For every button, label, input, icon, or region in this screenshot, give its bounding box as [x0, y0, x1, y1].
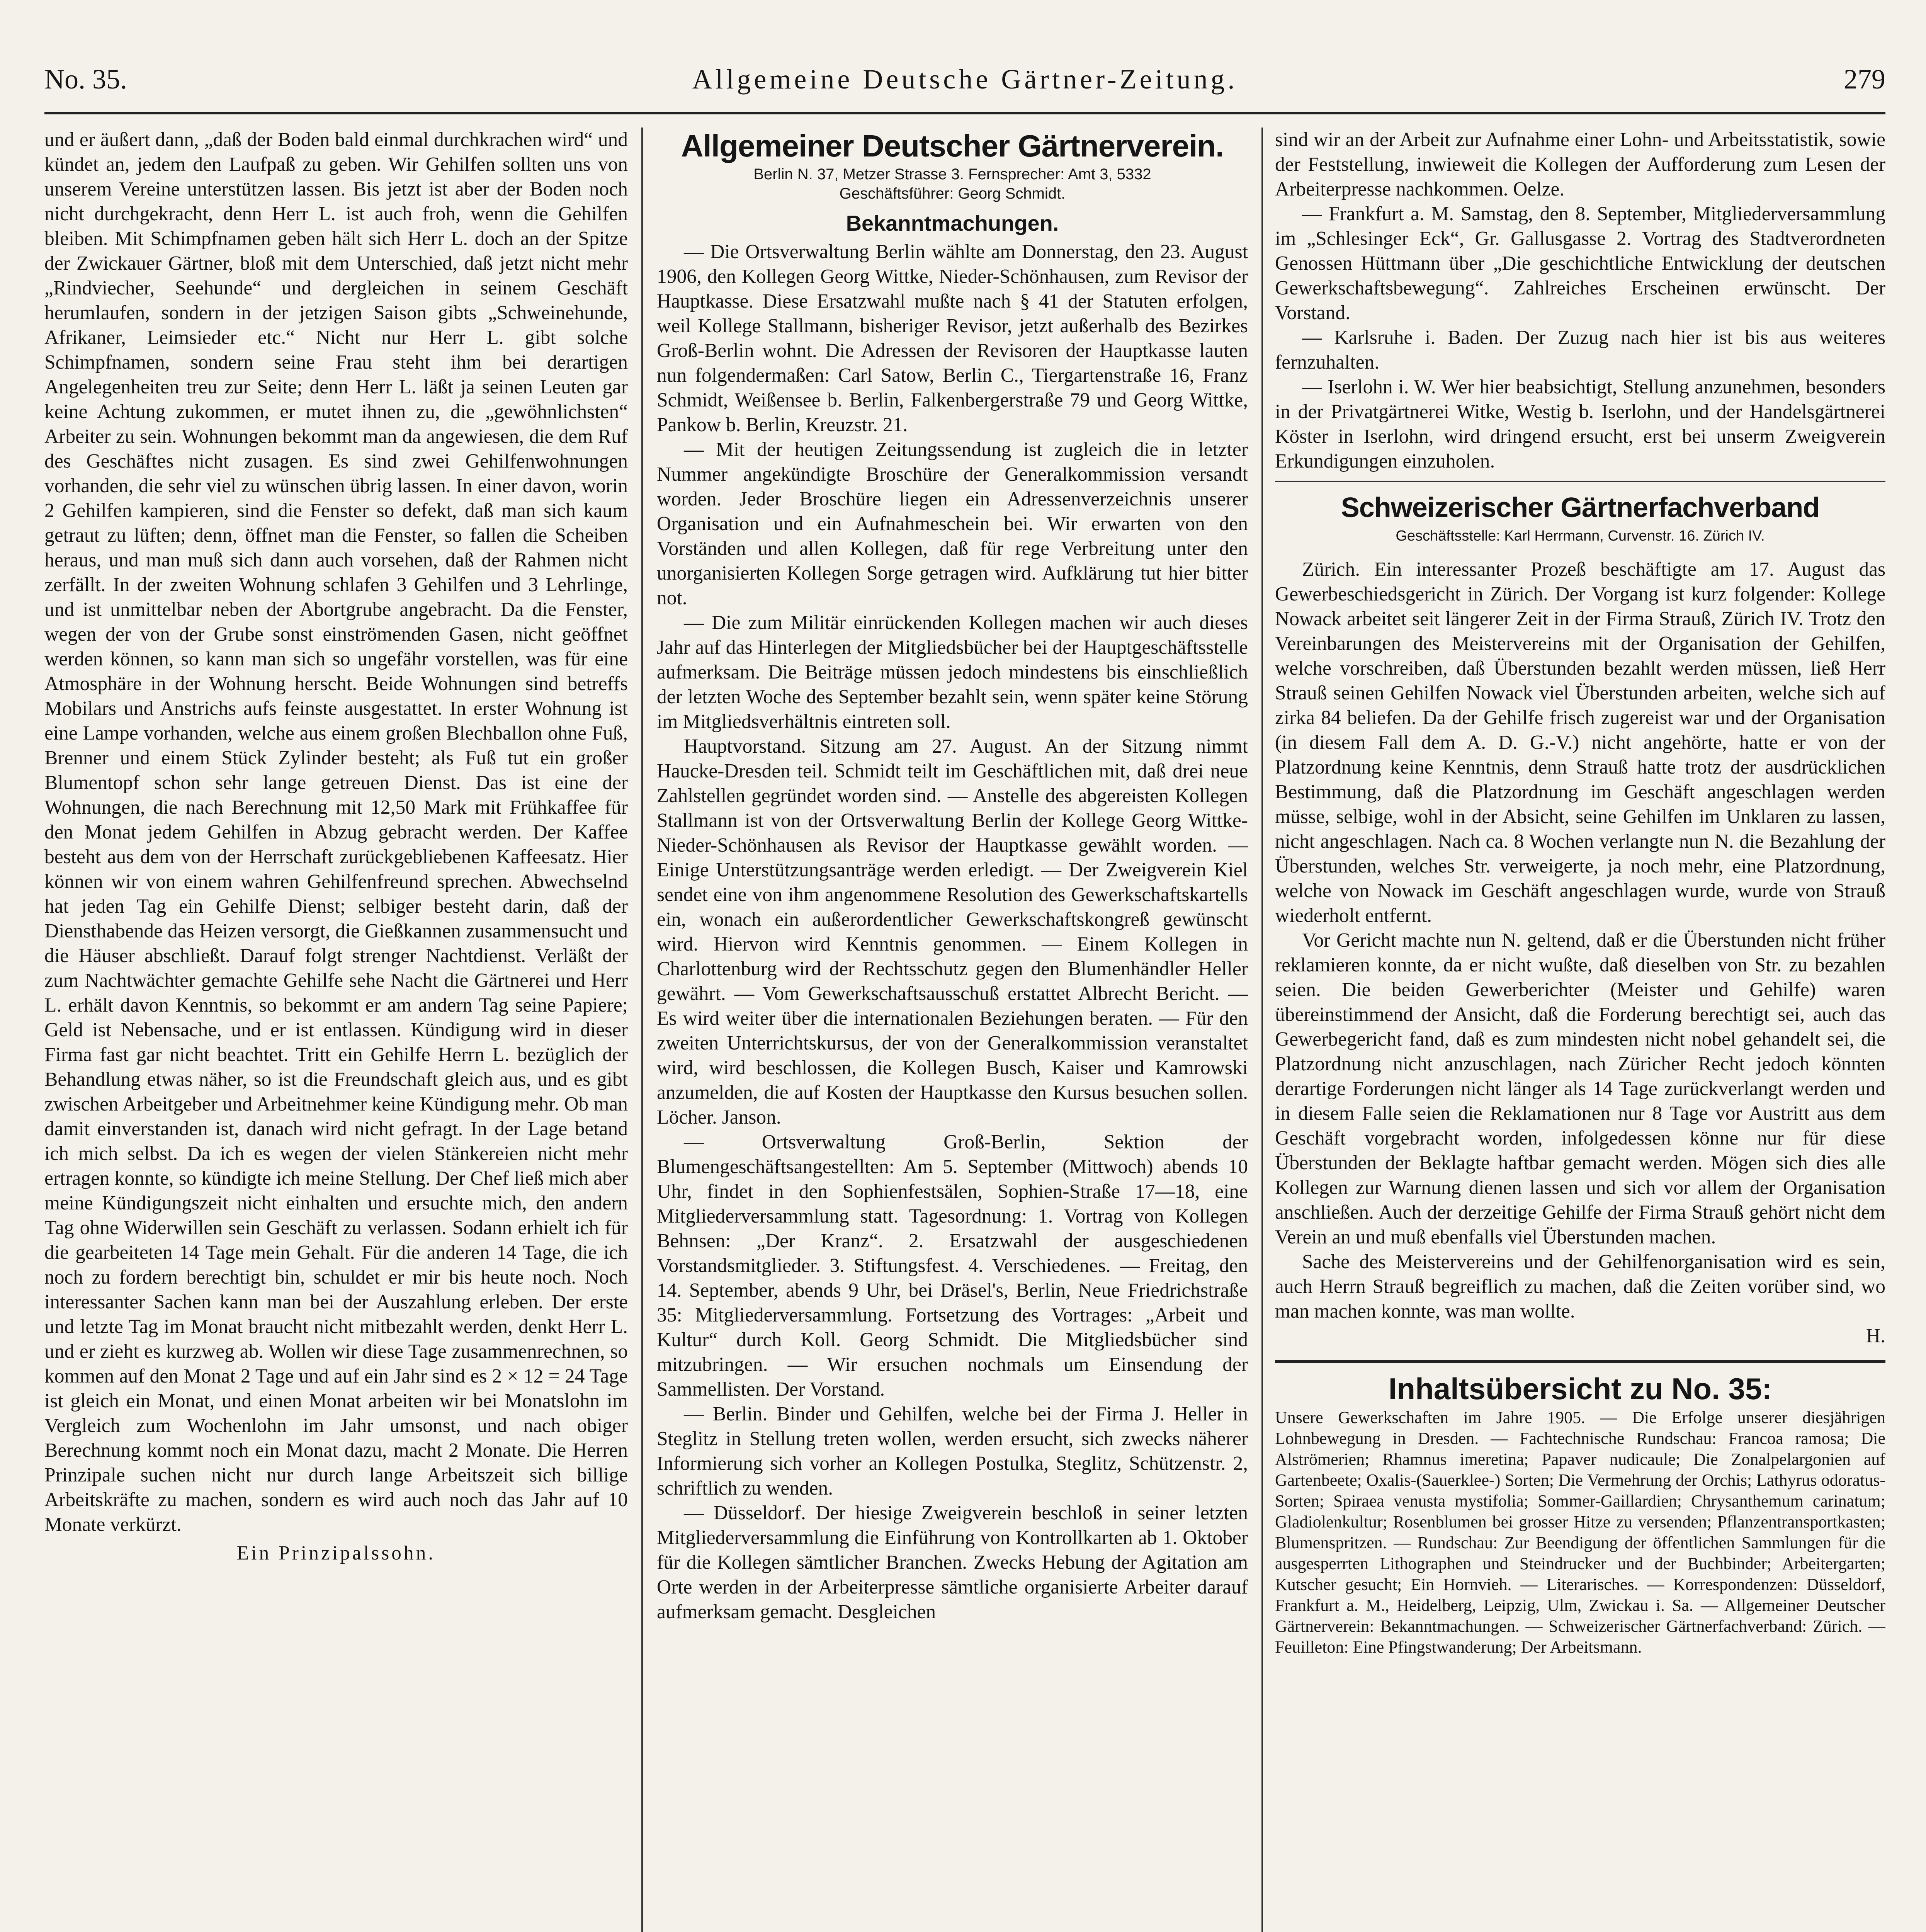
page-header: [44, 58, 1885, 104]
notice-paragraph: — Die Ortsverwaltung Berlin wählte am Donnerstag, den 23. August 1906, den Kollegen Georg Wittke, Nieder-Schönhausen, zum Revisor der Hauptkasse. Diese Ersatzwahl mußte nach § 41 der Statuten erfolgen, weil Kollege Stallmann, bisheriger Revisor, jetzt außerhalb des Bezirkes Groß-Berlin wohnt. Die Adressen der Revisoren der Hauptkasse lauten nun folgendermaßen: Carl Satow, Berlin C., Tiergartenstraße 16, Franz Schmidt, Weißensee b. Berlin, Falkenbergerstraße 79 und Georg Wittke, Pankow b. Berlin, Kreuzstr. 21.: [657, 241, 1248, 436]
organization-title: Schweizerischer Gärtnerfachverband: [1341, 492, 1820, 523]
organization-address: Geschäftsstelle: Karl Herrmann, Curvenstr. 16. Zürich IV.: [1396, 528, 1765, 544]
column-right: [1275, 128, 1885, 1932]
article-signature: H.: [1866, 1325, 1885, 1347]
header-rule: [44, 112, 1885, 114]
article-paragraph: Vor Gericht machte nun N. geltend, daß er die Überstunden nicht früher reklamieren konnte, da er nicht wußte, daß dieselben von Str. zu bezahlen seien. Die beiden Gewerberichter (Meister und Gehilfe) waren übereinstimmend der Ansicht, daß die Forderung berechtigt sei, auch das Gewerbegericht fand, daß es zum mindesten nicht nobel gehandelt sei, die Platzordnung nicht anzuschlagen, nach Züricher Recht jedoch könnten derartige Forderungen nicht länger als 14 Tage zurückverlangt werden und in diesem Falle seien die Reklamationen nur 8 Tage vor Austritt aus dem Geschäft vorgebracht worden, infolgedessen könne nur für diese Überstunden der Beklagte haftbar gemacht werden. Mögen sich dies alle Kollegen zur Warnung dienen lassen und sich vor allem der Organisation anschließen. Auch der derzeitige Gehilfe der Firma Strauß gehört nicht dem Verein an und muß ebenfalls viel Überstunden machen.: [1275, 929, 1885, 1248]
newspaper-title: Allgemeine Deutsche Gärtner-Zeitung.: [692, 64, 1238, 95]
section-rule: [1275, 481, 1885, 482]
article-paragraph: und er äußert dann, „daß der Boden bald einmal durchkrachen wird“ und kündet an, jedem den Laufpaß zu geben. Wir Gehilfen sollten uns von unserem Vereine unterstützen lassen. Bis jetzt ist aber der Boden noch nicht durchgekracht, denn Herr L. ist auch froh, wenn die Gehilfen bleiben. Mit Schimpfnamen geben hält sich Herr L. doch an der Spitze der Zwickauer Gärtner, bloß mit dem Unterschied, daß jetzt nicht mehr „Rindviecher, Seehunde“ und dergleichen in seinem Geschäft herumlaufen, sondern in der jetzigen Saison gibts „Schweinehunde, Afrikaner, Leimsieder etc.“ Nicht nur Herr L. gibt solche Schimpfnamen, sondern seine Frau steht ihm bei derartigen Angelegenheiten treu zur Seite; denn Herr L. läßt ja seinen Leuten gar keine Achtung zukommen, er mutet ihnen zu, die „gewöhnlichsten“ Arbeiter zu sein. Wohnungen bekommt man da angewiesen, die dem Ruf des Geschäftes nicht zusagen. Es sind zwei Gehilfenwohnungen vorhanden, die sehr viel zu wünschen übrig lassen. In einer davon, worin 2 Gehilfen kampieren, sind die Fenster so defekt, daß man sich kaum getraut zu lüften; denn, öffnet man die Fenster, so fallen die Scheiben heraus, und man muß sich dann auch vorsehen, daß der Rahmen nicht zerfällt. In der zweiten Wohnung schlafen 3 Gehilfen und 3 Lehrlinge, und ist unmittelbar neben der Abortgrube angebracht. Da die Fenster, wegen der von der Grube sonst einströmenden Gasen, nicht geöffnet werden können, so kann man sich so ungefähr vorstellen, was für eine Atmosphäre in der Wohnung herscht. Beide Wohnungen sind betreffs Mobilars und Anstrichs aufs feinste ausgestattet. In erster Wohnung ist eine Lampe vorhanden, welche aus einem großen Blechballon ohne Fuß, Brenner und einem Stück Zylinder besteht; als Fuß tut ein großer Blumentopf schon sehr lange getreuen Dienst. Das ist eine der Wohnungen, die nach Berechnung mit 12,50 Mark mit Frühkaffee für den Monat jedem Gehilfen in Abzug gebracht werden. Der Kaffee besteht aus dem von der Herrschaft zurückgebliebenen Kaffeesatz. Hier können wir von einem wahren Gehilfenfreund sprechen. Abwechselnd hat jeden Tag ein Gehilfe Dienst; selbiger besteht darin, daß der Diensthabende das Heizen versorgt, die Gießkannen zusammensucht und die Häuser abschließt. Darauf folgt strenger Nachtdienst. Verläßt der zum Nachtwächter gemachte Gehilfe sehe Nacht die Gärtnerei und Herr L. erhält davon Kenntnis, so bekommt er am andern Tag seine Papiere; Geld ist Nebensache, und er ist entlassen. Kündigung wird in dieser Firma fast gar nicht beachtet. Tritt ein Gehilfe Herrn L. bezüglich der Behandlung etwas näher, so ist die Freundschaft gleich aus, und es gibt zwischen Arbeitgeber und Arbeitnehmer keine Kündigung mehr. Ob man damit einverstanden ist, danach wird nicht gefragt. In der Lage betand ich mich selbst. Da ich es wegen der vielen Stänkereien nicht mehr ertragen konnte, so kündigte ich meine Stellung. Der Chef ließ mich aber meine Kündigungszeit nicht einhalten und ersuchte mich, den andern Tag ohne Widerwillen sein Geschäft zu verlassen. Sodann erhielt ich für die gearbeiteten 14 Tage mein Gehalt. Für die anderen 14 Tage, die ich noch zu fordern berechtigt bin, schuldet er mir bis heute noch. Noch interessanter Sachen kann man bei der Auszahlung erleben. Der erste und letzte Tag im Monat braucht nicht mitbezahlt werden, denkt Herr L. und er zieht es kurzweg ab. Wollen wir diese Tage zusammenrechnen, so kommen auf den Monat 2 Tage und auf ein Jahr sind es 2 × 12 = 24 Tage ist gleich ein Monat, und einen Monat arbeiten wir bei Monatslohn im Vergleich zum Wochenlohn im Jahr umsonst, und nach obiger Berechnung kommt noch ein Monat dazu, macht 2 Monate. Die Herren Prinzipale suchen nicht nur durch lange Arbeitszeit sich billige Arbeitskräfte zu machen, sondern es wird auch noch das Jahr auf 10 Monate verkürzt.: [44, 129, 628, 1536]
organization-manager: Geschäftsführer: Georg Schmidt.: [839, 185, 1066, 202]
notice-paragraph: — Berlin. Binder und Gehilfen, welche bei der Firma J. Heller in Steglitz in Stellung treten wollen, werden ersucht, sich zwecks näherer Informierung sich vorher an Kollegen Postulka, Steglitz, Schützenstr. 2, schriftlich zu wenden.: [657, 1403, 1248, 1499]
toc-title: Inhaltsübersicht zu No. 35:: [1388, 1372, 1772, 1406]
toc-text: Unsere Gewerkschaften im Jahre 1905. — Die Erfolge unserer diesjährigen Lohnbewegung in Dresden. — Fachtechnische Rundschau: Francoa ramosa; Die Alströmerien; Rhamnus imeretina; Papaver nudicaule; Die Zonalpelargonien auf Gartenbeete; Oxalis-(Sauerklee-) Sorten; Die Vermehrung der Orchis; Lathyrus odoratus-Sorten; Spiraea venusta mystifolia; Sommer-Gaillardien; Chrysanthemum carinatum; Gladiolenkultur; Rosenblumen bei grosser Hitze zu versenden; Pflanzentransportkasten; Blumenspritzen. — Rundschau: Zur Beendigung der öffentlichen Sammlungen für die ausgesperrten Lithographen und Steindrucker und der Buchbinder; Arbeitergarten; Kutscher gesucht; Ein Hornvieh. — Literarisches. — Korrespondenzen: Düsseldorf, Frankfurt a. M., Heidelberg, Leipzig, Ulm, Zwickau i. Sa. — Allgemeiner Deutscher Gärtnerverein: Bekanntmachungen. — Schweizerischer Gärtnerfachverband: Zürich. — Feuilleton: Eine Pfingstwanderung; Der Arbeitsmann.: [1275, 1408, 1885, 1656]
issue-number: No. 35.: [44, 64, 127, 95]
article-paragraph: Sache des Meistervereins und der Gehilfenorganisation wird es sein, auch Herrn Strauß begreiflich zu machen, daß die Zeiten vorüber sind, wo man machen konnte, was man wollte.: [1275, 1251, 1885, 1322]
organization-title: Allgemeiner Deutscher Gärtnerverein.: [681, 129, 1224, 163]
notice-paragraph: — Düsseldorf. Der hiesige Zweigverein beschloß in seiner letzten Mitgliederversammlung die Einführung von Kontrollkarten ab 1. Oktober für die Kollegen sämtlicher Branchen. Zwecks Hebung der Agitation am Orte werden in der Arbeiterpresse sämtliche organisierte Arbeiter darauf aufmerksam gemacht. Desgleichen: [657, 1502, 1248, 1623]
notice-paragraph: sind wir an der Arbeit zur Aufnahme einer Lohn- und Arbeitsstatistik, sowie der Feststellung, inwieweit die Kollegen der Aufforderung zum Lesen der Arbeiterpresse nachkommen. Oelze.: [1275, 129, 1885, 200]
notice-paragraph: — Ortsverwaltung Groß-Berlin, Sektion der Blumengeschäftsangestellten: Am 5. September (Mittwoch) abends 10 Uhr, findet in den Sophienfestsälen, Sophien-Straße 17—18, eine Mitgliederversammlung statt. Tagesordnung: 1. Vortrag von Kollegen Behnsen: „Der Kranz“. 2. Ersatzwahl der ausgeschiedenen Vorstandsmitglieder. 3. Stiftungsfest. 4. Verschiedenes. — Freitag, den 14. September, abends 9 Uhr, bei Dräsel's, Berlin, Neue Friedrichstraße 35: Mitgliederversammlung. Fortsetzung des Vortrages: „Arbeit und Kultur“ durch Koll. Georg Schmidt. Die Mitgliedsbücher sind mitzubringen. — Wir ersuchen nochmals um Einsendung der Sammellisten. Der Vorstand.: [657, 1131, 1248, 1400]
column-divider: [1261, 128, 1263, 1932]
section-heading: Bekanntmachungen.: [846, 211, 1059, 235]
article-signature: Ein Prinzipalssohn.: [236, 1542, 436, 1564]
notice-paragraph: — Die zum Militär einrückenden Kollegen machen wir auch dieses Jahr auf das Hinterlegen der Mitgliedsbücher bei der Hauptgeschäftsstelle aufmerksam. Die Beiträge müssen jedoch mindestens bis einschließlich der letzten Woche des September bezahlt sein, wenn später keine Störung im Mitgliedsverhältnis eintreten soll.: [657, 612, 1248, 733]
article-paragraph: Zürich. Ein interessanter Prozeß beschäftigte am 17. August das Gewerbeschiedsgericht in Zürich. Der Vorgang ist kurz folgender: Kollege Nowack arbeitet seit längerer Zeit in der Firma Strauß, Zürich IV. Trotz den Vereinbarungen des Meistervereins mit der Organisation der Gehilfen, welche vorschreiben, daß Überstunden bezahlt werden müssen, ließ Herr Strauß seinen Gehilfen Nowack viel Überstunden arbeiten, welche sich auf zirka 84 beliefen. Da der Gehilfe frisch zugereist war und der Organisation (in diesem Fall dem A. D. G.-V.) nicht angehörte, hatte er von der Platzordnung keine Kenntnis, denn Strauß hatte trotz der ausdrücklichen Bestimmung, daß die Platzordnung im Geschäft angeschlagen werden müsse, selbige, wohl in der Absicht, seine Gehilfen im Unklaren zu lassen, nicht angeschlagen. Nach ca. 8 Wochen verlangte nun N. die Bezahlung der Überstunden, welches Str. verweigerte, ja noch mehr, eine Platzordnung, welche von Nowack im Geschäft angeschlagen wurde, wurde von Strauß wiederholt entfernt.: [1275, 558, 1885, 927]
table-of-contents: [1275, 1360, 1885, 1658]
page-number: 279: [1844, 64, 1885, 95]
column-divider: [641, 128, 643, 1932]
notice-paragraph: — Mit der heutigen Zeitungssendung ist zugleich die in letzter Nummer angekündigte Broschüre der Generalkommission versandt worden. Jeder Broschüre liegen ein Adressenverzeichnis unserer Organisation und ein Aufnahmeschein bei. Wir erwarten von den Vorständen und allen Kollegen, daß für rege Verbreitung unter den unorganisierten Kollegen Sorge getragen wird. Aufklärung tut hier bitter not.: [657, 439, 1248, 609]
organization-address: Berlin N. 37, Metzer Strasse 3. Fernsprecher: Amt 3, 5332: [753, 166, 1151, 183]
notice-paragraph: — Karlsruhe i. Baden. Der Zuzug nach hier ist bis aus weiteres fernzuhalten.: [1275, 327, 1885, 373]
column-middle: [657, 128, 1248, 1932]
column-left: [44, 128, 628, 1932]
notice-paragraph: Hauptvorstand. Sitzung am 27. August. An der Sitzung nimmt Haucke-Dresden teil. Schmidt teilt im Geschäftlichen mit, daß drei neue Zahlstellen gegründet worden sind. — Anstelle des abgereisten Kollegen Stallmann ist von der Ortsverwaltung Berlin der Kollege Georg Wittke-Nieder-Schönhausen als Revisor der Hauptkasse gewählt worden. — Einige Unterstützungsanträge werden erledigt. — Der Zweigverein Kiel sendet eine von ihm angenommene Resolution des Gewerkschaftskartells ein, wonach ein außerordentlicher Gewerkschaftskongreß gewünscht wird. Hiervon wird Kenntnis genommen. — Einem Kollegen in Charlottenburg wird der Rechtsschutz gegen den Blumenhändler Heller gewährt. — Vom Gewerkschaftsausschuß erstattet Albrecht Bericht. — Es wird weiter über die internationalen Beziehungen beraten. — Für den zweiten Unterrichtskursus, der von der Generalkommission veranstaltet wird, wird beschlossen, die Kollegen Busch, Kaiser und Kamrowski anzumelden, die auf Kosten der Hauptkasse den Kursus besuchen sollen. Löcher. Janson.: [657, 735, 1248, 1128]
notice-paragraph: — Iserlohn i. W. Wer hier beabsichtigt, Stellung anzunehmen, besonders in der Privatgärtnerei Witke, Westig b. Iserlohn, und der Handelsgärtnerei Köster in Iserlohn, wird dringend ersucht, erst bei unserm Zweigverein Erkundigungen einzuholen.: [1275, 376, 1885, 472]
notice-paragraph: — Frankfurt a. M. Samstag, den 8. September, Mitgliederversammlung im „Schlesinger Eck“, Gr. Gallusgasse 2. Vortrag des Stadtverordneten Genossen Hüttmann über „Die geschichtliche Entwicklung der deutschen Gewerkschaftsbewegung“. Zahlreiches Erscheinen erwünscht. Der Vorstand.: [1275, 203, 1885, 324]
